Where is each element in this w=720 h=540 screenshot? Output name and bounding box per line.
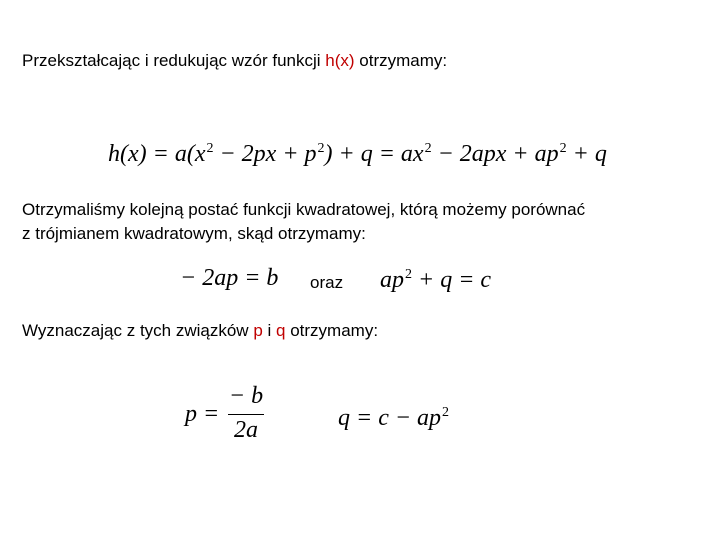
eq-main-exp-2: 2 xyxy=(317,141,325,156)
eq-main-part-5: + q xyxy=(566,141,607,167)
derive-mid: i xyxy=(262,321,277,340)
equation-p-lhs: p = xyxy=(185,401,220,427)
intro-text xyxy=(22,50,447,71)
intro-after: otrzymamy: xyxy=(354,51,448,70)
equation-c xyxy=(380,266,491,298)
paragraph-line-1: Otrzymaliśmy kolejną postać funkcji kwadratowej, którą możemy porównać xyxy=(22,200,586,219)
fraction-denominator: 2a xyxy=(234,417,258,443)
eq-c-part-2: + q = c xyxy=(412,267,492,293)
eq-main-part-1: h(x) = a(x xyxy=(108,141,206,167)
intro-function-name: h(x) xyxy=(325,51,355,70)
paragraph-line-2: z trójmianem kwadratowym, skąd otrzymamy: xyxy=(22,224,366,243)
eq-main-part-2: − 2px + p xyxy=(213,141,317,167)
eq-main-exp-4: 2 xyxy=(559,141,567,156)
eq-main-part-3: ) + q = ax xyxy=(324,141,424,167)
eq-c-exp: 2 xyxy=(405,267,412,282)
derive-text xyxy=(22,320,378,341)
eq-q-exp: 2 xyxy=(442,405,450,420)
intro-before: Przekształcając i redukując wzór funkcji xyxy=(22,51,326,70)
equation-p-fraction xyxy=(226,383,266,443)
eq-main-exp-1: 2 xyxy=(206,141,214,156)
eq-main-exp-3: 2 xyxy=(424,141,432,156)
fraction-numerator: − b xyxy=(228,383,264,409)
derive-after: otrzymamy: xyxy=(285,321,379,340)
fraction-bar xyxy=(228,414,264,415)
eq-c-part-1: ap xyxy=(380,267,404,293)
derive-p: p xyxy=(253,321,263,340)
eq-q-part-1: q = c − ap xyxy=(338,405,442,431)
derive-q: q xyxy=(276,321,286,340)
eq-main-part-4: − 2apx + ap xyxy=(431,141,559,167)
equation-b: − 2ap = b xyxy=(180,265,279,291)
equation-expanded xyxy=(108,140,607,172)
oraz-label: oraz xyxy=(310,273,344,292)
derive-before: Wyznaczając z tych związków xyxy=(22,321,254,340)
equation-q xyxy=(338,404,449,436)
